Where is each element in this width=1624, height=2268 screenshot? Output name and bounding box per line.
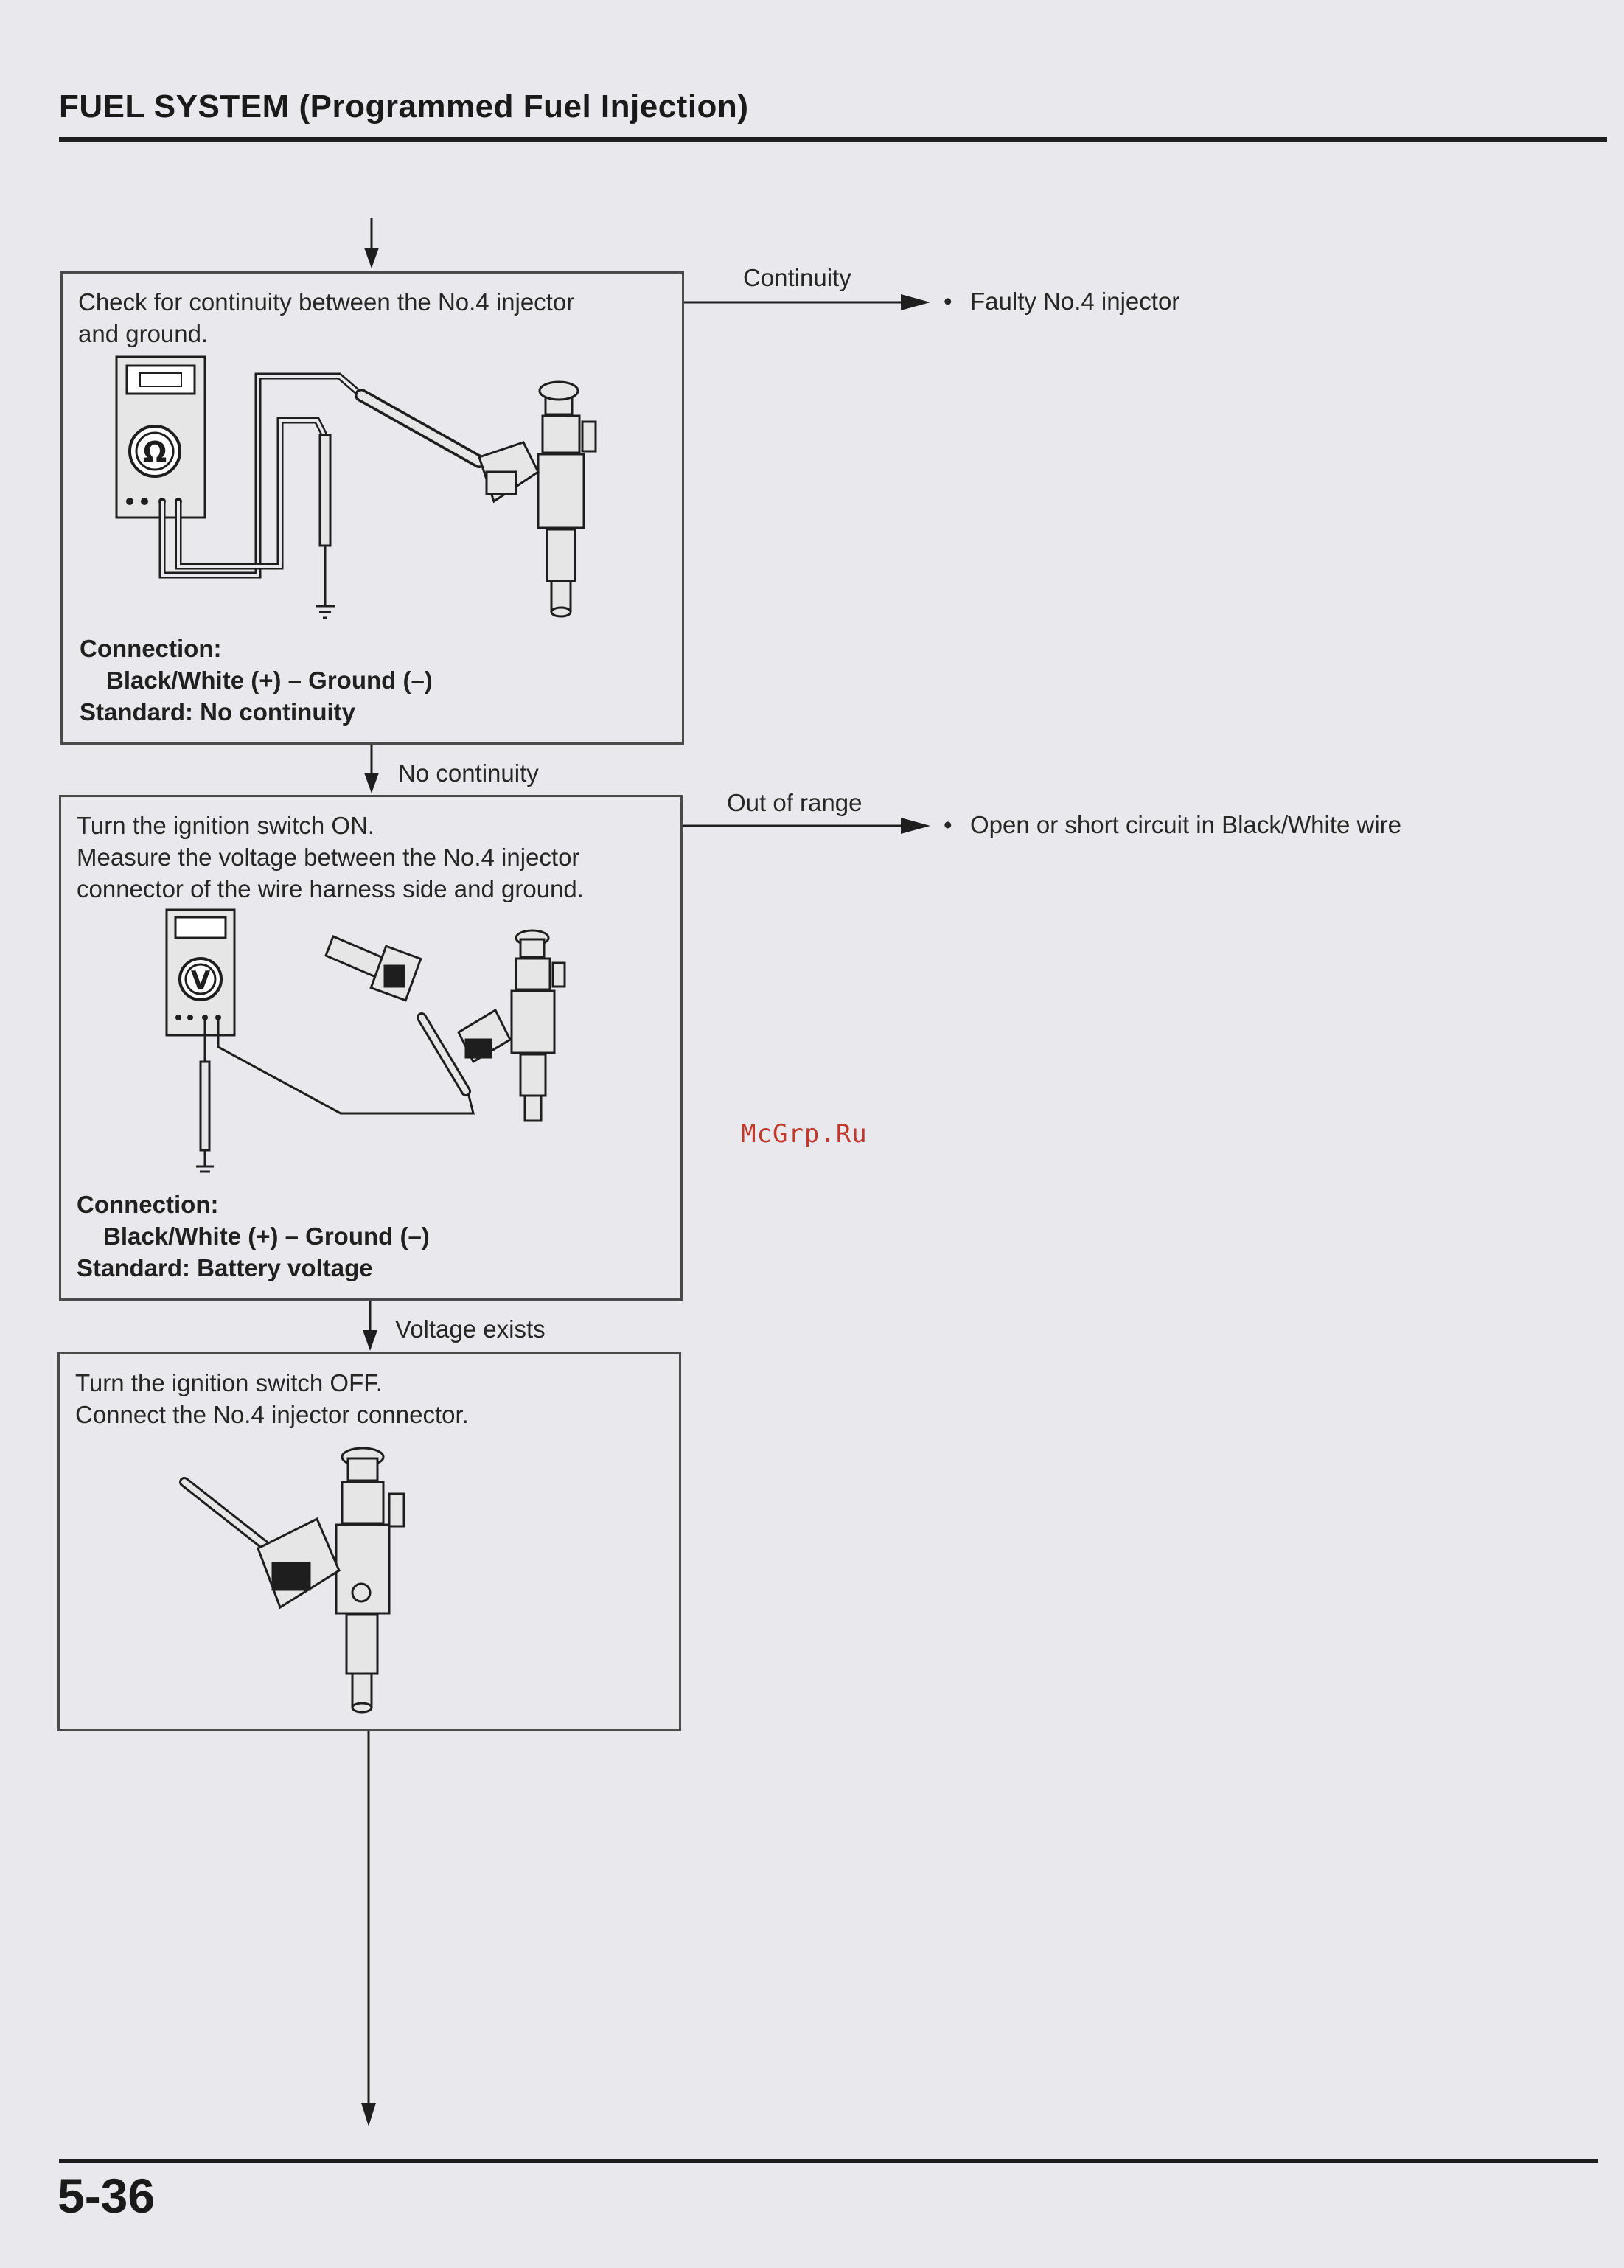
label-continuity: Continuity <box>743 264 851 291</box>
arrow-voltage-exists <box>363 1301 377 1351</box>
step1-line-2: and ground. <box>78 320 209 347</box>
step2-connection-label: Connection: <box>77 1191 219 1218</box>
step1-connection-value: Black/White (+) – Ground (–) <box>106 667 433 694</box>
voltmeter-icon <box>180 959 221 1000</box>
result-bullet-2: • <box>944 811 952 838</box>
footer-divider <box>59 2159 1598 2163</box>
step1-line-1: Check for continuity between the No.4 injector <box>78 288 575 316</box>
result-faulty-injector <box>944 288 1179 316</box>
harness-connector-illustration <box>326 936 421 1001</box>
step1-standard: Standard: No continuity <box>80 698 355 726</box>
ohmmeter-illustration <box>111 354 641 634</box>
watermark: McGrp.Ru <box>741 1119 868 1149</box>
result-bullet-1: • <box>944 288 952 315</box>
voltmeter-illustration <box>164 907 591 1180</box>
page-title: FUEL SYSTEM (Programmed Fuel Injection) <box>59 88 749 125</box>
step1-connection-spec <box>80 633 433 728</box>
step3-line-1: Turn the ignition switch OFF. <box>75 1369 383 1396</box>
label-voltage-exists: Voltage exists <box>395 1315 546 1343</box>
step2-instructions <box>77 810 584 905</box>
step1-connection-label: Connection: <box>80 635 222 662</box>
arrow-continue-down <box>361 1731 376 2126</box>
result-faulty-injector-text: Faulty No.4 injector <box>970 288 1180 315</box>
step1-instructions <box>78 286 574 349</box>
arrow-continuity-branch <box>684 294 930 310</box>
injector-illustration-1 <box>479 382 596 616</box>
arrow-out-of-range-branch <box>683 818 930 834</box>
arrow-no-continuity <box>364 745 379 793</box>
step3-line-2: Connect the No.4 injector connector. <box>75 1401 469 1428</box>
step2-line-1: Turn the ignition switch ON. <box>77 812 375 839</box>
step2-line-2: Measure the voltage between the No.4 injector <box>77 843 580 871</box>
svg-text:V: V <box>190 966 211 995</box>
step2-standard: Standard: Battery voltage <box>77 1254 373 1281</box>
step2-line-3: connector of the wire harness side and ground. <box>77 875 584 902</box>
page-number: 5-36 <box>57 2168 156 2223</box>
label-out-of-range: Out of range <box>727 789 862 816</box>
injector-illustration-2 <box>459 930 565 1121</box>
injector-connected-illustration <box>177 1438 442 1718</box>
ohmmeter-icon <box>130 426 180 476</box>
step3-instructions <box>75 1367 469 1430</box>
label-no-continuity: No continuity <box>398 759 539 787</box>
result-open-short-circuit-text: Open or short circuit in Black/White wire <box>970 811 1402 838</box>
step2-connection-value: Black/White (+) – Ground (–) <box>103 1222 430 1250</box>
step2-connection-spec <box>77 1189 430 1284</box>
entry-arrow <box>364 218 379 268</box>
result-open-short-circuit <box>944 811 1401 839</box>
svg-text:Ω: Ω <box>142 436 167 468</box>
